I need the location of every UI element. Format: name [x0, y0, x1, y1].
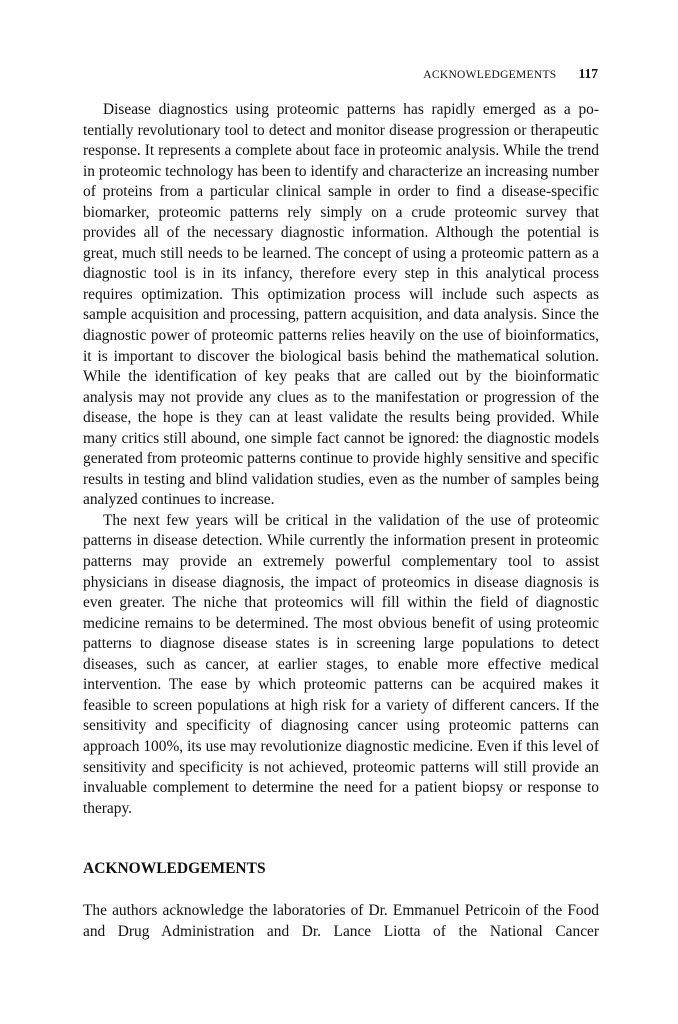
page-number: 117	[578, 66, 598, 81]
acknowledgements-paragraph: The authors acknowledge the laboratories of Dr. Emmanuel Petricoin of the Food and Drug Administration and Dr. Lance Liotta of the National Cancer	[83, 902, 599, 940]
body-text	[83, 100, 599, 819]
body-paragraph: Disease diagnostics using proteomic patterns has rapidly emerged as a potentially revolutionary tool to detect and monitor disease progression or therapeutic response. It represents a complete about face in proteomic analysis. While the trend in proteomic technology has been to identify and characterize an increasing number of proteins from a particular clinical sample in order to find a disease-specific biomarker, proteomic patterns rely simply on a crude proteomic survey that provides all of the necessary diagnostic information. Although the potential is great, much still needs to be learned. The concept of using a proteomic pattern as a diagnostic tool is in its infancy, therefore every step in this analytical process requires optimization. This optimization process will include such aspects as sample acquisition and processing, pattern acquisition, and data analysis. Since the diagnostic power of proteomic patterns relies heavily on the use of bioinformatics, it is important to discover the biological basis behind the mathematical solution. While the identification of key peaks that are called out by the bioinformatic analysis may not provide any clues as to the manifestation or progression of the disease, the hope is they can at least validate the results being provided. While many critics still abound, one simple fact cannot be ignored: the diagnostic models generated from proteomic patterns continue to provide highly sensitive and specific results in testing and blind validation studies, even as the number of samples being analyzed continues to increase.	[83, 101, 599, 509]
running-header	[423, 66, 598, 82]
body-paragraph: The next few years will be critical in the validation of the use of proteomic patterns in disease detection. While currently the information present in proteomic patterns may provide an extremely powerful complementary tool to assist physicians in disease diagnosis, the impact of proteomics in disease diagnosis is even greater. The niche that proteomics will fill within the field of diagnostic medicine remains to be determined. The most obvious benefit of using proteomic patterns to diagnose disease states is in screening large populations to detect diseases, such as cancer, at earlier stages, to enable more effective medical intervention. The ease by which proteomic patterns can be acquired makes it feasible to screen populations at high risk for a variety of different cancers. If the sensitivity and specificity of diagnosing cancer using proteomic patterns can approach 100%, its use may revolutionize diagnostic medicine. Even if this level of sensitivity and specificity is not achieved, proteomic patterns will still provide an invaluable complement to determine the need for a patient biopsy or response to therapy.	[83, 511, 599, 817]
section-heading: ACKNOWLEDGEMENTS	[83, 860, 266, 877]
running-title: ACKNOWLEDGEMENTS	[423, 69, 557, 81]
